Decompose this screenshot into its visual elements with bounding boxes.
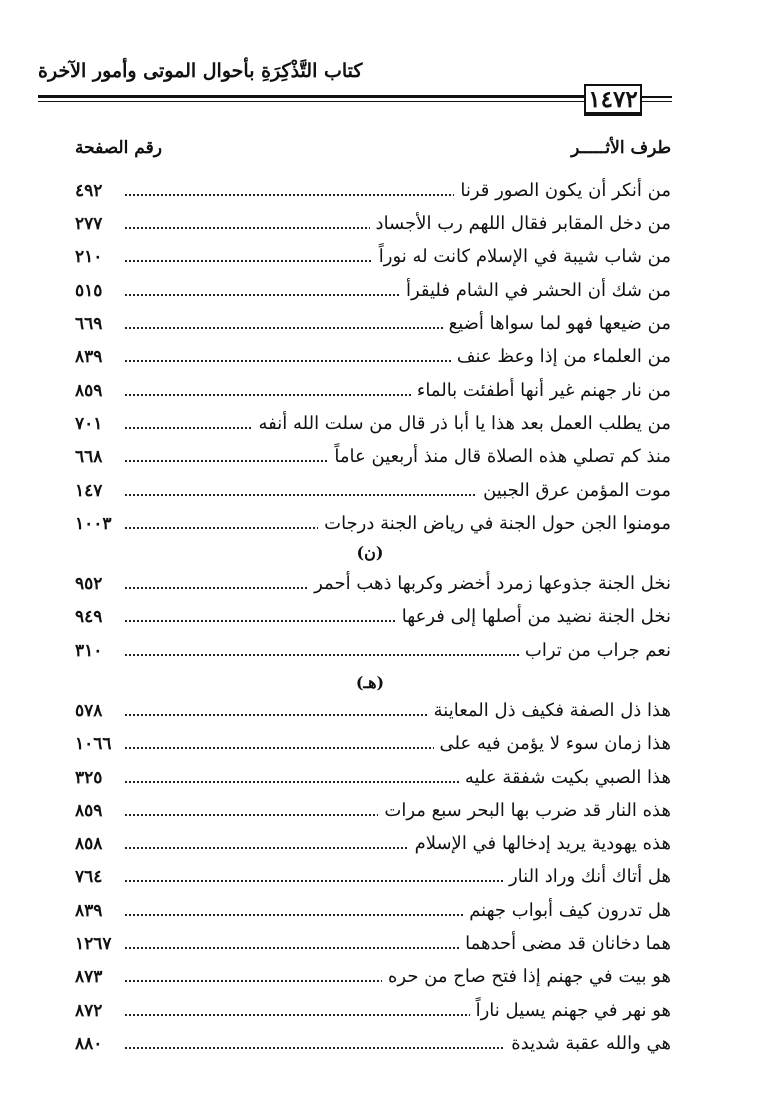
entry-page-number: ٦٦٩ bbox=[75, 314, 103, 334]
entry-page-number: ١٤٧ bbox=[75, 481, 103, 501]
entry-text: هما دخانان قد مضى أحدهما bbox=[459, 929, 671, 959]
header-rule-right-thin bbox=[642, 101, 672, 102]
entry-page-number: ٣٢٥ bbox=[75, 768, 103, 788]
entry-text: نخل الجنة جذوعها زمرد أخضر وكربها ذهب أحمر bbox=[308, 569, 671, 599]
index-row bbox=[75, 862, 671, 892]
entry-text: من يطلب العمل بعد هذا يا أبا ذر قال من سلت الله أنفه bbox=[253, 409, 672, 439]
book-title: كتاب التَّذْكِرَةِ بأحوال الموتى وأمور الآخرة bbox=[38, 60, 363, 82]
page-column-heading: رقم الصفحة bbox=[75, 138, 162, 158]
entry-text: منذ كم تصلي هذه الصلاة قال منذ أربعين عاماً bbox=[328, 442, 671, 472]
index-row bbox=[75, 962, 671, 992]
header-rule-right bbox=[642, 96, 672, 98]
entry-page-number: ٩٤٩ bbox=[75, 607, 103, 627]
index-row bbox=[75, 342, 671, 372]
entry-page-number: ١٢٦٧ bbox=[75, 934, 112, 954]
index-row bbox=[75, 1029, 671, 1059]
entry-text: من ضيعها فهو لما سواها أضيع bbox=[443, 309, 671, 339]
entry-page-number: ٢١٠ bbox=[75, 247, 103, 267]
index-row bbox=[75, 796, 671, 826]
entry-page-number: ٨٧٣ bbox=[75, 967, 103, 987]
entry-text: نعم جراب من تراب bbox=[519, 636, 671, 666]
entry-text: مومنوا الجن حول الجنة في رياض الجنة درجات bbox=[318, 509, 671, 539]
entry-page-number: ١٠٦٦ bbox=[75, 734, 112, 754]
header-rule-thin bbox=[38, 101, 584, 102]
entry-page-number: ١٠٠٣ bbox=[75, 514, 112, 534]
entry-column-heading: طرف الأثـــــر bbox=[571, 138, 671, 158]
entry-text: من شاب شيبة في الإسلام كانت له نوراً bbox=[373, 242, 671, 272]
entry-page-number: ٧٠١ bbox=[75, 414, 103, 434]
entry-page-number: ٨٥٨ bbox=[75, 834, 103, 854]
entry-text: من دخل المقابر فقال اللهم رب الأجساد bbox=[370, 209, 671, 239]
entry-page-number: ٨٥٩ bbox=[75, 801, 103, 821]
index-row bbox=[75, 829, 671, 859]
index-row bbox=[75, 209, 671, 239]
index-row bbox=[75, 729, 671, 759]
index-row bbox=[75, 602, 671, 632]
entry-page-number: ٥٧٨ bbox=[75, 701, 103, 721]
index-row bbox=[75, 442, 671, 472]
entry-text: هذه يهودية يريد إدخالها في الإسلام bbox=[409, 829, 671, 859]
index-row bbox=[75, 996, 671, 1026]
entry-text: هذا ذل الصفة فكيف ذل المعاينة bbox=[428, 696, 671, 726]
index-row bbox=[75, 896, 671, 926]
entry-page-number: ٩٥٢ bbox=[75, 574, 103, 594]
index-row bbox=[75, 509, 671, 539]
entry-text: من نار جهنم غير أنها أطفئت بالماء bbox=[411, 376, 671, 406]
entry-page-number: ٧٦٤ bbox=[75, 867, 103, 887]
entry-page-number: ٦٦٨ bbox=[75, 447, 103, 467]
index-row bbox=[75, 409, 671, 439]
entry-page-number: ٨٧٢ bbox=[75, 1001, 103, 1021]
entry-text: هو نهر في جهنم يسيل ناراً bbox=[470, 996, 671, 1026]
index-row bbox=[75, 309, 671, 339]
entry-text: موت المؤمن عرق الجبين bbox=[477, 476, 671, 506]
entry-page-number: ٨٥٩ bbox=[75, 381, 103, 401]
entry-page-number: ٣١٠ bbox=[75, 641, 103, 661]
entry-page-number: ٥١٥ bbox=[75, 281, 103, 301]
entry-text: من شك أن الحشر في الشام فليقرأ bbox=[400, 276, 671, 306]
entry-text: هل أتاك أنك وراد النار bbox=[503, 862, 671, 892]
index-row bbox=[75, 929, 671, 959]
index-row bbox=[75, 696, 671, 726]
page-header bbox=[0, 0, 765, 120]
entry-page-number: ٨٣٩ bbox=[75, 347, 103, 367]
section-letter: (ن) bbox=[356, 543, 384, 562]
index-row bbox=[75, 763, 671, 793]
index-row bbox=[75, 242, 671, 272]
index-row bbox=[75, 476, 671, 506]
index-row bbox=[75, 569, 671, 599]
index-row bbox=[75, 176, 671, 206]
entry-text: هذا زمان سوء لا يؤمن فيه على bbox=[434, 729, 671, 759]
entry-text: نخل الجنة نضيد من أصلها إلى فرعها bbox=[396, 602, 671, 632]
page-number: ١٤٧٢ bbox=[584, 84, 642, 116]
entry-text: هذا الصبي بكيت شفقة عليه bbox=[459, 763, 671, 793]
entry-page-number: ٢٧٧ bbox=[75, 214, 103, 234]
index-row bbox=[75, 376, 671, 406]
index-row bbox=[75, 276, 671, 306]
index-row bbox=[75, 636, 671, 666]
section-letter: (هـ) bbox=[355, 673, 385, 692]
entry-text: هو بيت في جهنم إذا فتح صاح من حره bbox=[382, 962, 671, 992]
entry-text: من أنكر أن يكون الصور قرنا bbox=[454, 176, 671, 206]
entry-page-number: ٨٨٠ bbox=[75, 1034, 103, 1054]
entry-text: هل تدرون كيف أبواب جهنم bbox=[463, 896, 671, 926]
entry-page-number: ٨٣٩ bbox=[75, 901, 103, 921]
entry-text: هي والله عقبة شديدة bbox=[505, 1029, 671, 1059]
entry-text: من العلماء من إذا وعظ عنف bbox=[451, 342, 671, 372]
entry-text: هذه النار قد ضرب بها البحر سبع مرات bbox=[378, 796, 671, 826]
entry-page-number: ٤٩٢ bbox=[75, 181, 103, 201]
header-rule bbox=[38, 95, 584, 98]
